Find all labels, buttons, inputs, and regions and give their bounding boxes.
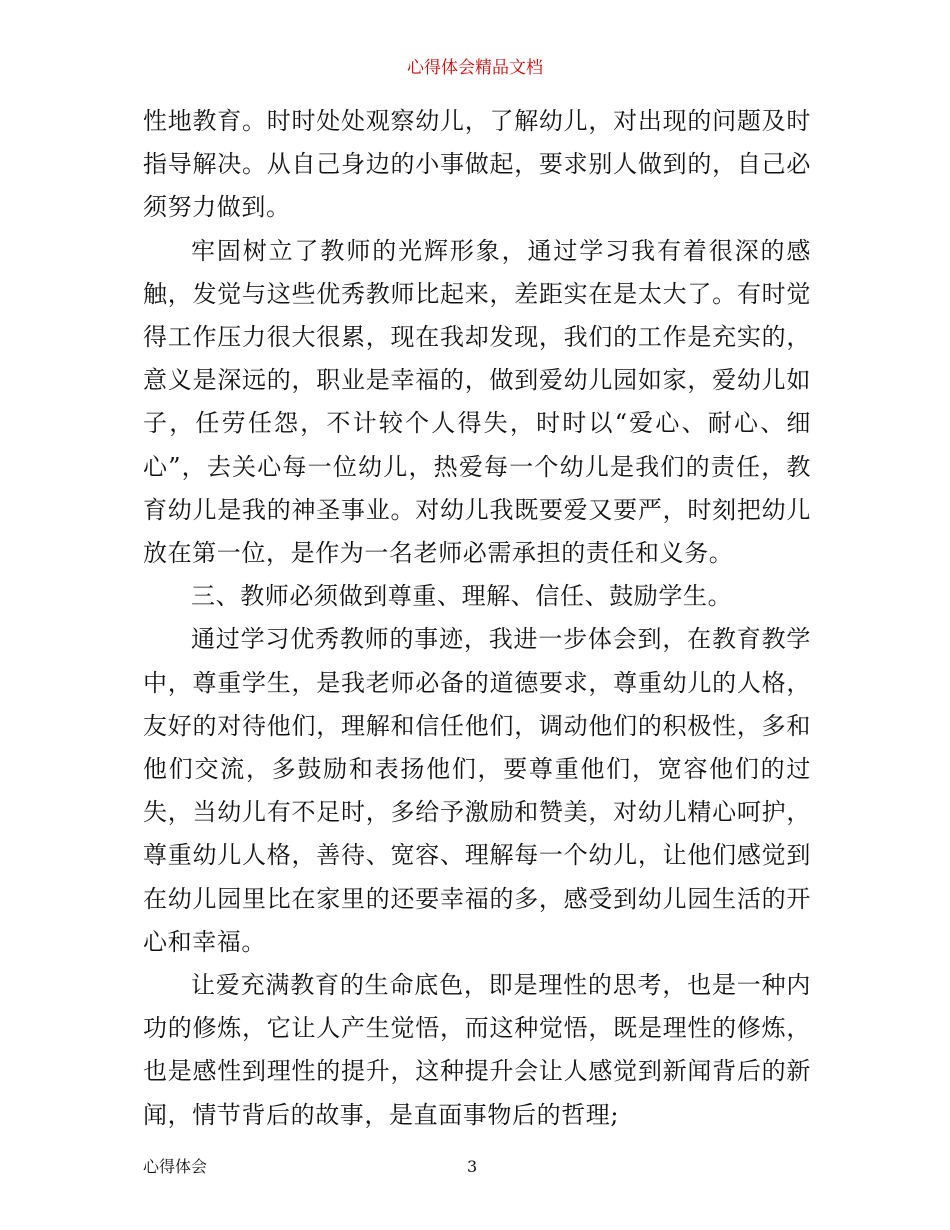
paragraph-love-education: 让爱充满教育的生命底色，即是理性的思考，也是一种内功的修炼，它让人产生觉悟，而这种觉悟，既是理性的修炼，也是感性到理性的提升，这种提升会让人感觉到新闻背后的新闻，情节背后的故事，是直面事物后的哲理; <box>143 971 811 1129</box>
document-header-title: 心得体会精品文档 <box>407 58 543 78</box>
section-heading-three: 三、教师必须做到尊重、理解、信任、鼓励学生。 <box>191 582 733 611</box>
paragraph-continuation: 性地教育。时时处处观察幼儿，了解幼儿，对出现的问题及时指导解决。从自己身边的小事做起，要求别人做到的，自己必须努力做到。 <box>143 107 811 222</box>
footer-label: 心得体会 <box>143 1157 208 1176</box>
paragraph-respect-students: 通过学习优秀教师的事迹，我进一步体会到，在教育教学中，尊重学生，是我老师必备的道德要求，尊重幼儿的人格，友好的对待他们，理解和信任他们，调动他们的积极性，多和他们交流，多鼓励和表扬他们，要尊重他们，宽容他们的过失，当幼儿有不足时，多给予激励和赞美，对幼儿精心呵护，尊重幼儿人格，善待、宽容、理解每一个幼儿，让他们感觉到在幼儿园里比在家里的还要幸福的多，感受到幼儿园生活的开心和幸福。 <box>143 625 811 956</box>
paragraph-teacher-image: 牢固树立了教师的光辉形象，通过学习我有着很深的感触，发觉与这些优秀教师比起来，差距实在是太大了。有时觉得工作压力很大很累，现在我却发现，我们的工作是充实的，意义是深远的，职业是幸福的，做到爱幼儿园如家，爱幼儿如子，任劳任怨，不计较个人得失，时时以“爱心、耐心、细心”，去关心每一位幼儿，热爱每一个幼儿是我们的责任，教育幼儿是我的神圣事业。对幼儿我既要爱又要严，时刻把幼儿放在第一位，是作为一名老师必需承担的责任和义务。 <box>143 236 811 568</box>
document-body <box>143 100 811 1137</box>
page-number: 3 <box>467 1157 478 1176</box>
